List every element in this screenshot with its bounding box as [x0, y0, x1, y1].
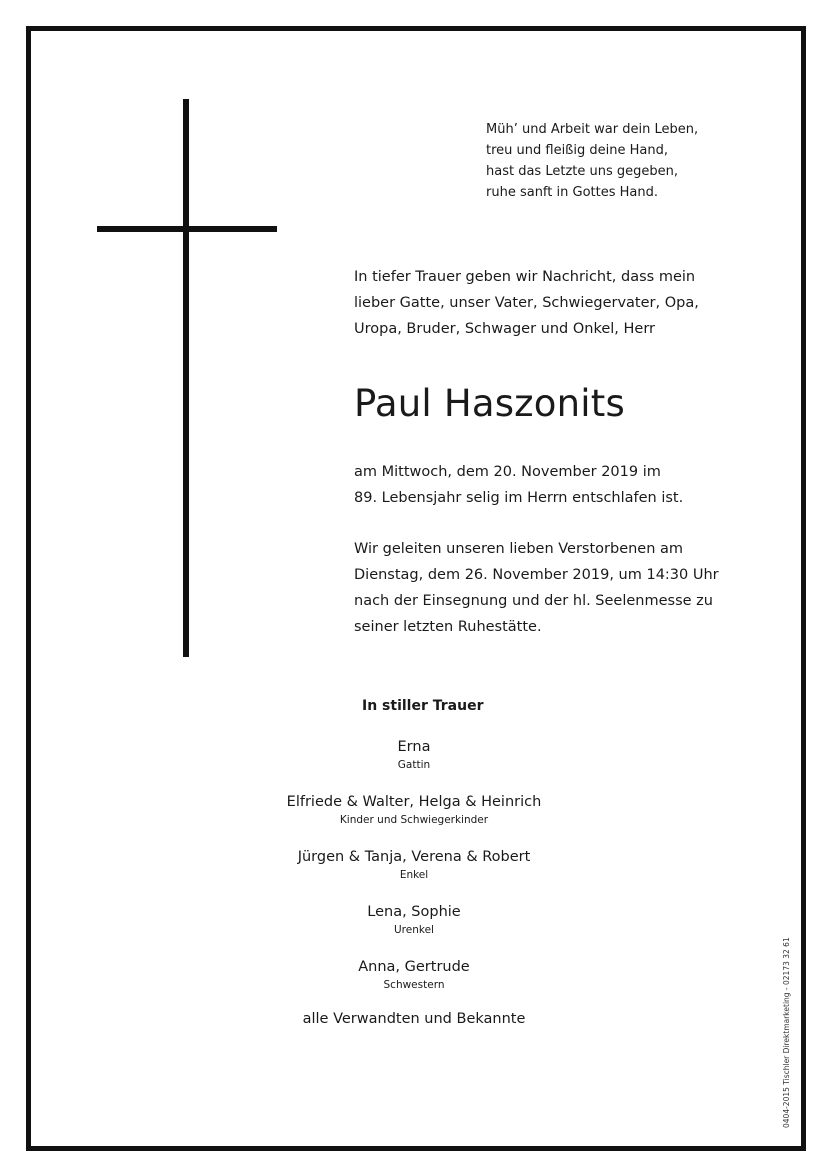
mourner-relation: Gattin — [397, 759, 431, 771]
mourner-relation: Urenkel — [394, 924, 434, 936]
mourner-group — [214, 901, 614, 956]
funeral-line: nach der Einsegnung und der hl. Seelenmesse zu — [354, 593, 713, 609]
mourner-relation: Schwestern — [383, 979, 445, 991]
death-details — [354, 459, 683, 511]
cross-icon-horizontal-beam — [97, 226, 277, 232]
announcement-intro — [354, 264, 699, 342]
printer-imprint: 0404-2015 Tischler Direktmarketing - 02173 32 61 — [782, 937, 791, 1128]
poem-line: hast das Letzte uns gegeben, — [486, 164, 678, 179]
mourner-group — [214, 791, 614, 846]
death-line: 89. Lebensjahr selig im Herrn entschlafen ist. — [354, 490, 684, 506]
intro-line: In tiefer Trauer geben wir Nachricht, dass mein — [354, 269, 696, 285]
mourner-names: Lena, Sophie — [367, 904, 461, 920]
mourner-relation: Enkel — [399, 869, 429, 881]
funeral-details — [354, 536, 719, 640]
mourners-list — [214, 736, 614, 1011]
mourners-closing: alle Verwandten und Bekannte — [302, 1011, 526, 1027]
mourner-relation: Kinder und Schwiegerkinder — [339, 814, 489, 826]
mourner-names: Elfriede & Walter, Helga & Heinrich — [286, 794, 542, 810]
mourner-group — [214, 956, 614, 1011]
mourner-group — [214, 846, 614, 901]
funeral-line: Dienstag, dem 26. November 2019, um 14:30 Uhr — [354, 567, 719, 583]
death-line: am Mittwoch, dem 20. November 2019 im — [354, 464, 661, 480]
mourning-heading: In stiller Trauer — [362, 698, 484, 714]
poem-line: ruhe sanft in Gottes Hand. — [486, 185, 658, 200]
funeral-line: Wir geleiten unseren lieben Verstorbenen am — [354, 541, 684, 557]
poem-line: Müh’ und Arbeit war dein Leben, — [486, 122, 699, 137]
mourner-names: Jürgen & Tanja, Verena & Robert — [297, 849, 531, 865]
deceased-name: Paul Haszonits — [354, 382, 625, 425]
cross-icon-vertical-beam — [183, 99, 189, 657]
poem-line: treu und fleißig deine Hand, — [486, 143, 668, 158]
mourner-group — [214, 736, 614, 791]
funeral-line: seiner letzten Ruhestätte. — [354, 619, 542, 635]
memorial-poem — [486, 119, 698, 203]
mourner-names: Erna — [397, 739, 431, 755]
intro-line: lieber Gatte, unser Vater, Schwiegervater, Opa, — [354, 295, 699, 311]
intro-line: Uropa, Bruder, Schwager und Onkel, Herr — [354, 321, 655, 337]
mourner-names: Anna, Gertrude — [358, 959, 470, 975]
